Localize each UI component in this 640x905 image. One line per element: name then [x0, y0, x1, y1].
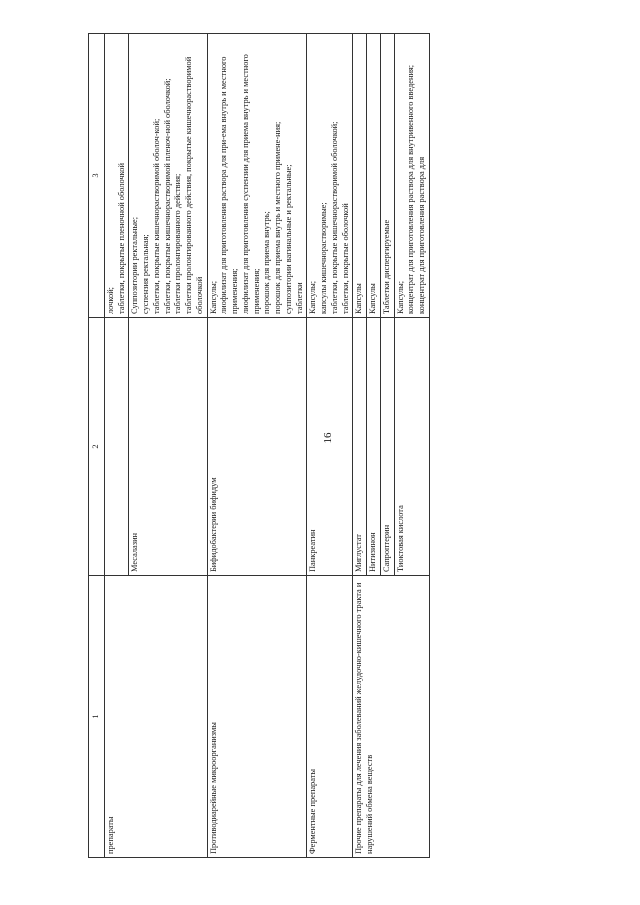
drug-name-cell: Месалазин	[129, 318, 207, 576]
dosage-form-line: таблетки, покрытые кишечнорастворимой пленоч-ной оболочкой;	[162, 78, 172, 314]
drug-name-cell: Тиоктовая кислота	[394, 318, 429, 576]
dosage-form-line: концентрат для приготовления раствора для внутривенного введения;	[406, 64, 416, 314]
dosage-form-line: Капсулы;	[208, 280, 218, 314]
drug-name-cell: Панкреатин	[307, 318, 353, 576]
dosage-form-line: суппозитории вагинальные и ректальные;	[283, 164, 293, 314]
dosage-form-line: таблетки пролонгированного действия;	[173, 173, 183, 314]
dosage-form-line: Капсулы	[354, 283, 364, 314]
column-header: 3	[89, 34, 105, 318]
dosage-form-line: порошок для приема внутрь;	[262, 211, 272, 314]
drug-table	[88, 33, 430, 858]
dosage-form-line: таблетки, покрытые кишечнорастворимой оболоч-кой;	[151, 118, 161, 314]
drug-name-cell	[104, 318, 129, 576]
dosage-forms-cell	[104, 34, 129, 318]
dosage-form-line: суспензия ректальная;	[141, 234, 150, 314]
group-name-cell: препараты	[104, 576, 207, 858]
dosage-form-line: лиофилизат для приготовления раствора для при-ема внутрь и местного применения;	[219, 56, 239, 314]
dosage-form-line: Капсулы;	[395, 280, 405, 314]
dosage-forms-cell	[307, 34, 353, 318]
dosage-form-line: таблетки, покрытые оболочкой	[340, 203, 350, 314]
drug-name-cell: Миглустат	[353, 318, 367, 576]
table-header-row	[89, 34, 105, 858]
dosage-form-line: таблетки	[294, 282, 304, 314]
dosage-forms-cell	[353, 34, 367, 318]
column-header: 1	[89, 576, 105, 858]
group-name-cell: Прочие препараты для лечения заболеваний желудочно-кишечного тракта и нарушений обмена веществ	[353, 576, 430, 858]
dosage-form-line: Таблетки диспергируемые	[381, 219, 391, 314]
group-name-cell: Ферментные препараты	[307, 576, 353, 858]
column-header: 2	[89, 318, 105, 576]
drug-name-cell: Сапроптерин	[380, 318, 394, 576]
drug-name-cell: Нитизинон	[367, 318, 381, 576]
dosage-form-line: таблетки, покрытые пленочной оболочкой	[116, 163, 126, 314]
dosage-form-line: лочкой;	[105, 286, 115, 314]
dosage-forms-cell	[394, 34, 429, 318]
table-row	[207, 34, 307, 858]
dosage-form-line: концентрат для приготовления раствора для	[417, 156, 426, 314]
dosage-form-line: капсулы кишечнорастворимые;	[319, 202, 328, 314]
dosage-form-line: таблетки пролонгированного действия, покрытые кишечнорастворимой оболочкой	[184, 56, 204, 314]
dosage-forms-cell	[367, 34, 381, 318]
dosage-form-line: Капсулы;	[308, 280, 318, 314]
table-row	[104, 34, 129, 858]
rotated-page-content	[88, 34, 632, 858]
dosage-form-line: Капсулы	[368, 283, 377, 314]
dosage-forms-cell	[207, 34, 307, 318]
dosage-form-line: лиофилизат для приготовления суспензии для приема внутрь и местного применения;	[240, 54, 261, 314]
table-body	[104, 34, 429, 858]
dosage-forms-cell	[129, 34, 207, 318]
table-row	[353, 34, 367, 858]
group-name-cell: Противодиарейные микроорганизмы	[207, 576, 307, 858]
dosage-form-line: таблетки, покрытые кишечнорастворимой оболочкой;	[329, 121, 339, 314]
table-row	[307, 34, 353, 858]
dosage-form-line: порошок для приема внутрь и местного примене-ния;	[273, 121, 282, 314]
dosage-form-line: Суппозитории ректальные;	[130, 216, 140, 314]
drug-name-cell: Бифидобактерии бифидум	[207, 318, 307, 576]
page-number: 16	[322, 432, 334, 444]
dosage-forms-cell	[380, 34, 394, 318]
